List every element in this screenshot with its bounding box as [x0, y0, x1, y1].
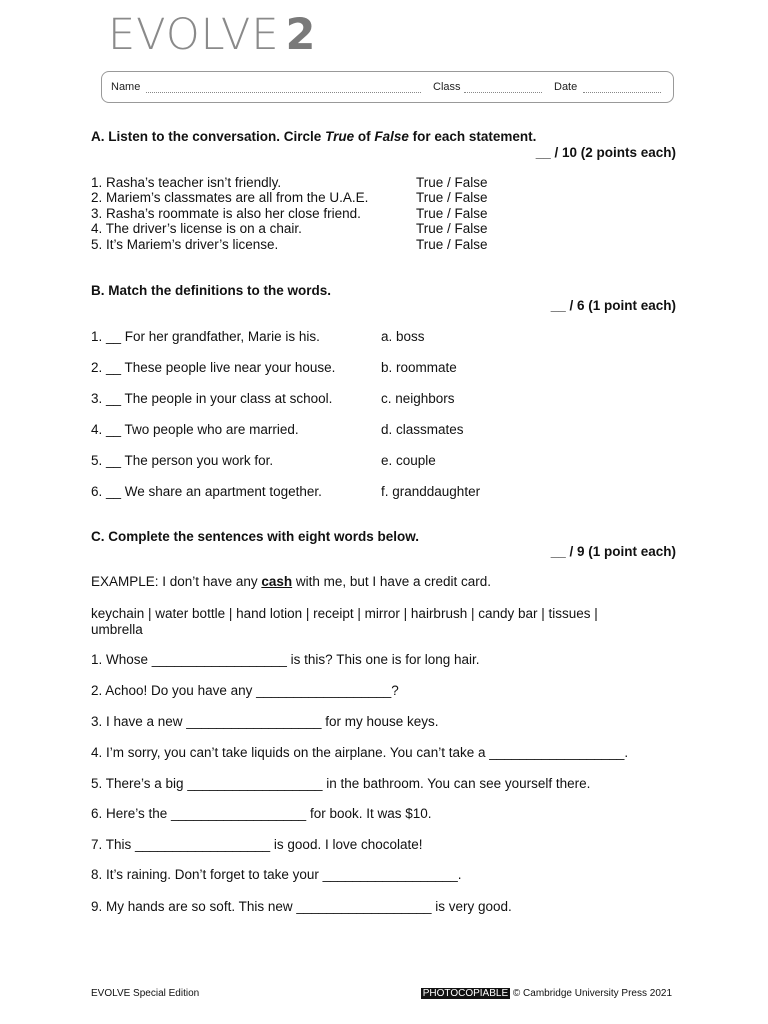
true-false-choice: True / False [416, 175, 488, 190]
definition-item: 2. __ These people live near your house. [91, 360, 336, 375]
footer-edition: EVOLVE Special Edition [91, 988, 200, 999]
section-b-instruction: B. Match the definitions to the words. [91, 283, 332, 298]
true-false-choice: True / False [416, 221, 488, 236]
name-label: Name [111, 81, 141, 93]
true-false-choice: True / False [416, 206, 488, 221]
fill-in-sentence: 7. This __________________ is good. I love chocolate! [91, 837, 423, 852]
fill-in-sentence: 5. There’s a big __________________ in the bathroom. You can see yourself there. [91, 776, 591, 791]
word-bank: umbrella [91, 622, 143, 637]
true-false-choice: True / False [416, 237, 488, 252]
name-field[interactable] [146, 92, 421, 93]
student-info-box [101, 71, 674, 103]
section-a-item: 4. The driver’s license is on a chair. [91, 221, 302, 236]
section-b-score: __ / 6 (1 point each) [550, 298, 676, 313]
word-option: f. granddaughter [381, 484, 481, 499]
photocopiable-badge: PHOTOCOPIABLE [422, 988, 509, 999]
definition-item: 3. __ The people in your class at school. [91, 391, 333, 406]
class-field[interactable] [464, 92, 542, 93]
word-bank: keychain | water bottle | hand lotion | receipt | mirror | hairbrush | candy bar | tissues | [91, 606, 598, 621]
fill-in-sentence: 8. It’s raining. Don’t forget to take your __________________. [91, 867, 462, 882]
section-a-item: 1. Rasha’s teacher isn’t friendly. [91, 175, 282, 190]
section-c-score: __ / 9 (1 point each) [550, 544, 676, 559]
word-option: c. neighbors [381, 391, 455, 406]
definition-item: 4. __ Two people who are married. [91, 422, 299, 437]
fill-in-sentence: 4. I’m sorry, you can’t take liquids on the airplane. You can’t take a __________________. [91, 745, 629, 760]
evolve-logo: EVOLVE 2 [108, 10, 317, 60]
section-c-instruction: C. Complete the sentences with eight words below. [91, 529, 420, 544]
fill-in-sentence: 6. Here’s the __________________ for book. It was $10. [91, 806, 432, 821]
section-a-item: 3. Rasha’s roommate is also her close friend. [91, 206, 361, 221]
fill-in-sentence: 2. Achoo! Do you have any __________________? [91, 683, 399, 698]
example-sentence: EXAMPLE: I don’t have any cash with me, but I have a credit card. [91, 574, 491, 589]
date-label: Date [554, 81, 578, 93]
section-a-instruction: A. Listen to the conversation. Circle True of False for each statement. [91, 129, 537, 144]
class-label: Class [433, 81, 461, 93]
fill-in-sentence: 1. Whose __________________ is this? This one is for long hair. [91, 652, 480, 667]
definition-item: 6. __ We share an apartment together. [91, 484, 322, 499]
word-option: d. classmates [381, 422, 464, 437]
fill-in-sentence: 3. I have a new __________________ for my house keys. [91, 714, 439, 729]
section-a-score: __ / 10 (2 points each) [535, 145, 676, 160]
word-option: e. couple [381, 453, 436, 468]
word-option: b. roommate [381, 360, 457, 375]
date-field[interactable] [583, 92, 661, 93]
word-option: a. boss [381, 329, 425, 344]
definition-item: 1. __ For her grandfather, Marie is his. [91, 329, 320, 344]
section-a-item: 2. Mariem’s classmates are all from the U.A.E. [91, 190, 369, 205]
footer-copyright: PHOTOCOPIABLE © Cambridge University Press 2021 [422, 988, 672, 999]
section-a-item: 5. It’s Mariem’s driver’s license. [91, 237, 279, 252]
true-false-choice: True / False [416, 190, 488, 205]
definition-item: 5. __ The person you work for. [91, 453, 274, 468]
fill-in-sentence: 9. My hands are so soft. This new __________________ is very good. [91, 899, 512, 914]
